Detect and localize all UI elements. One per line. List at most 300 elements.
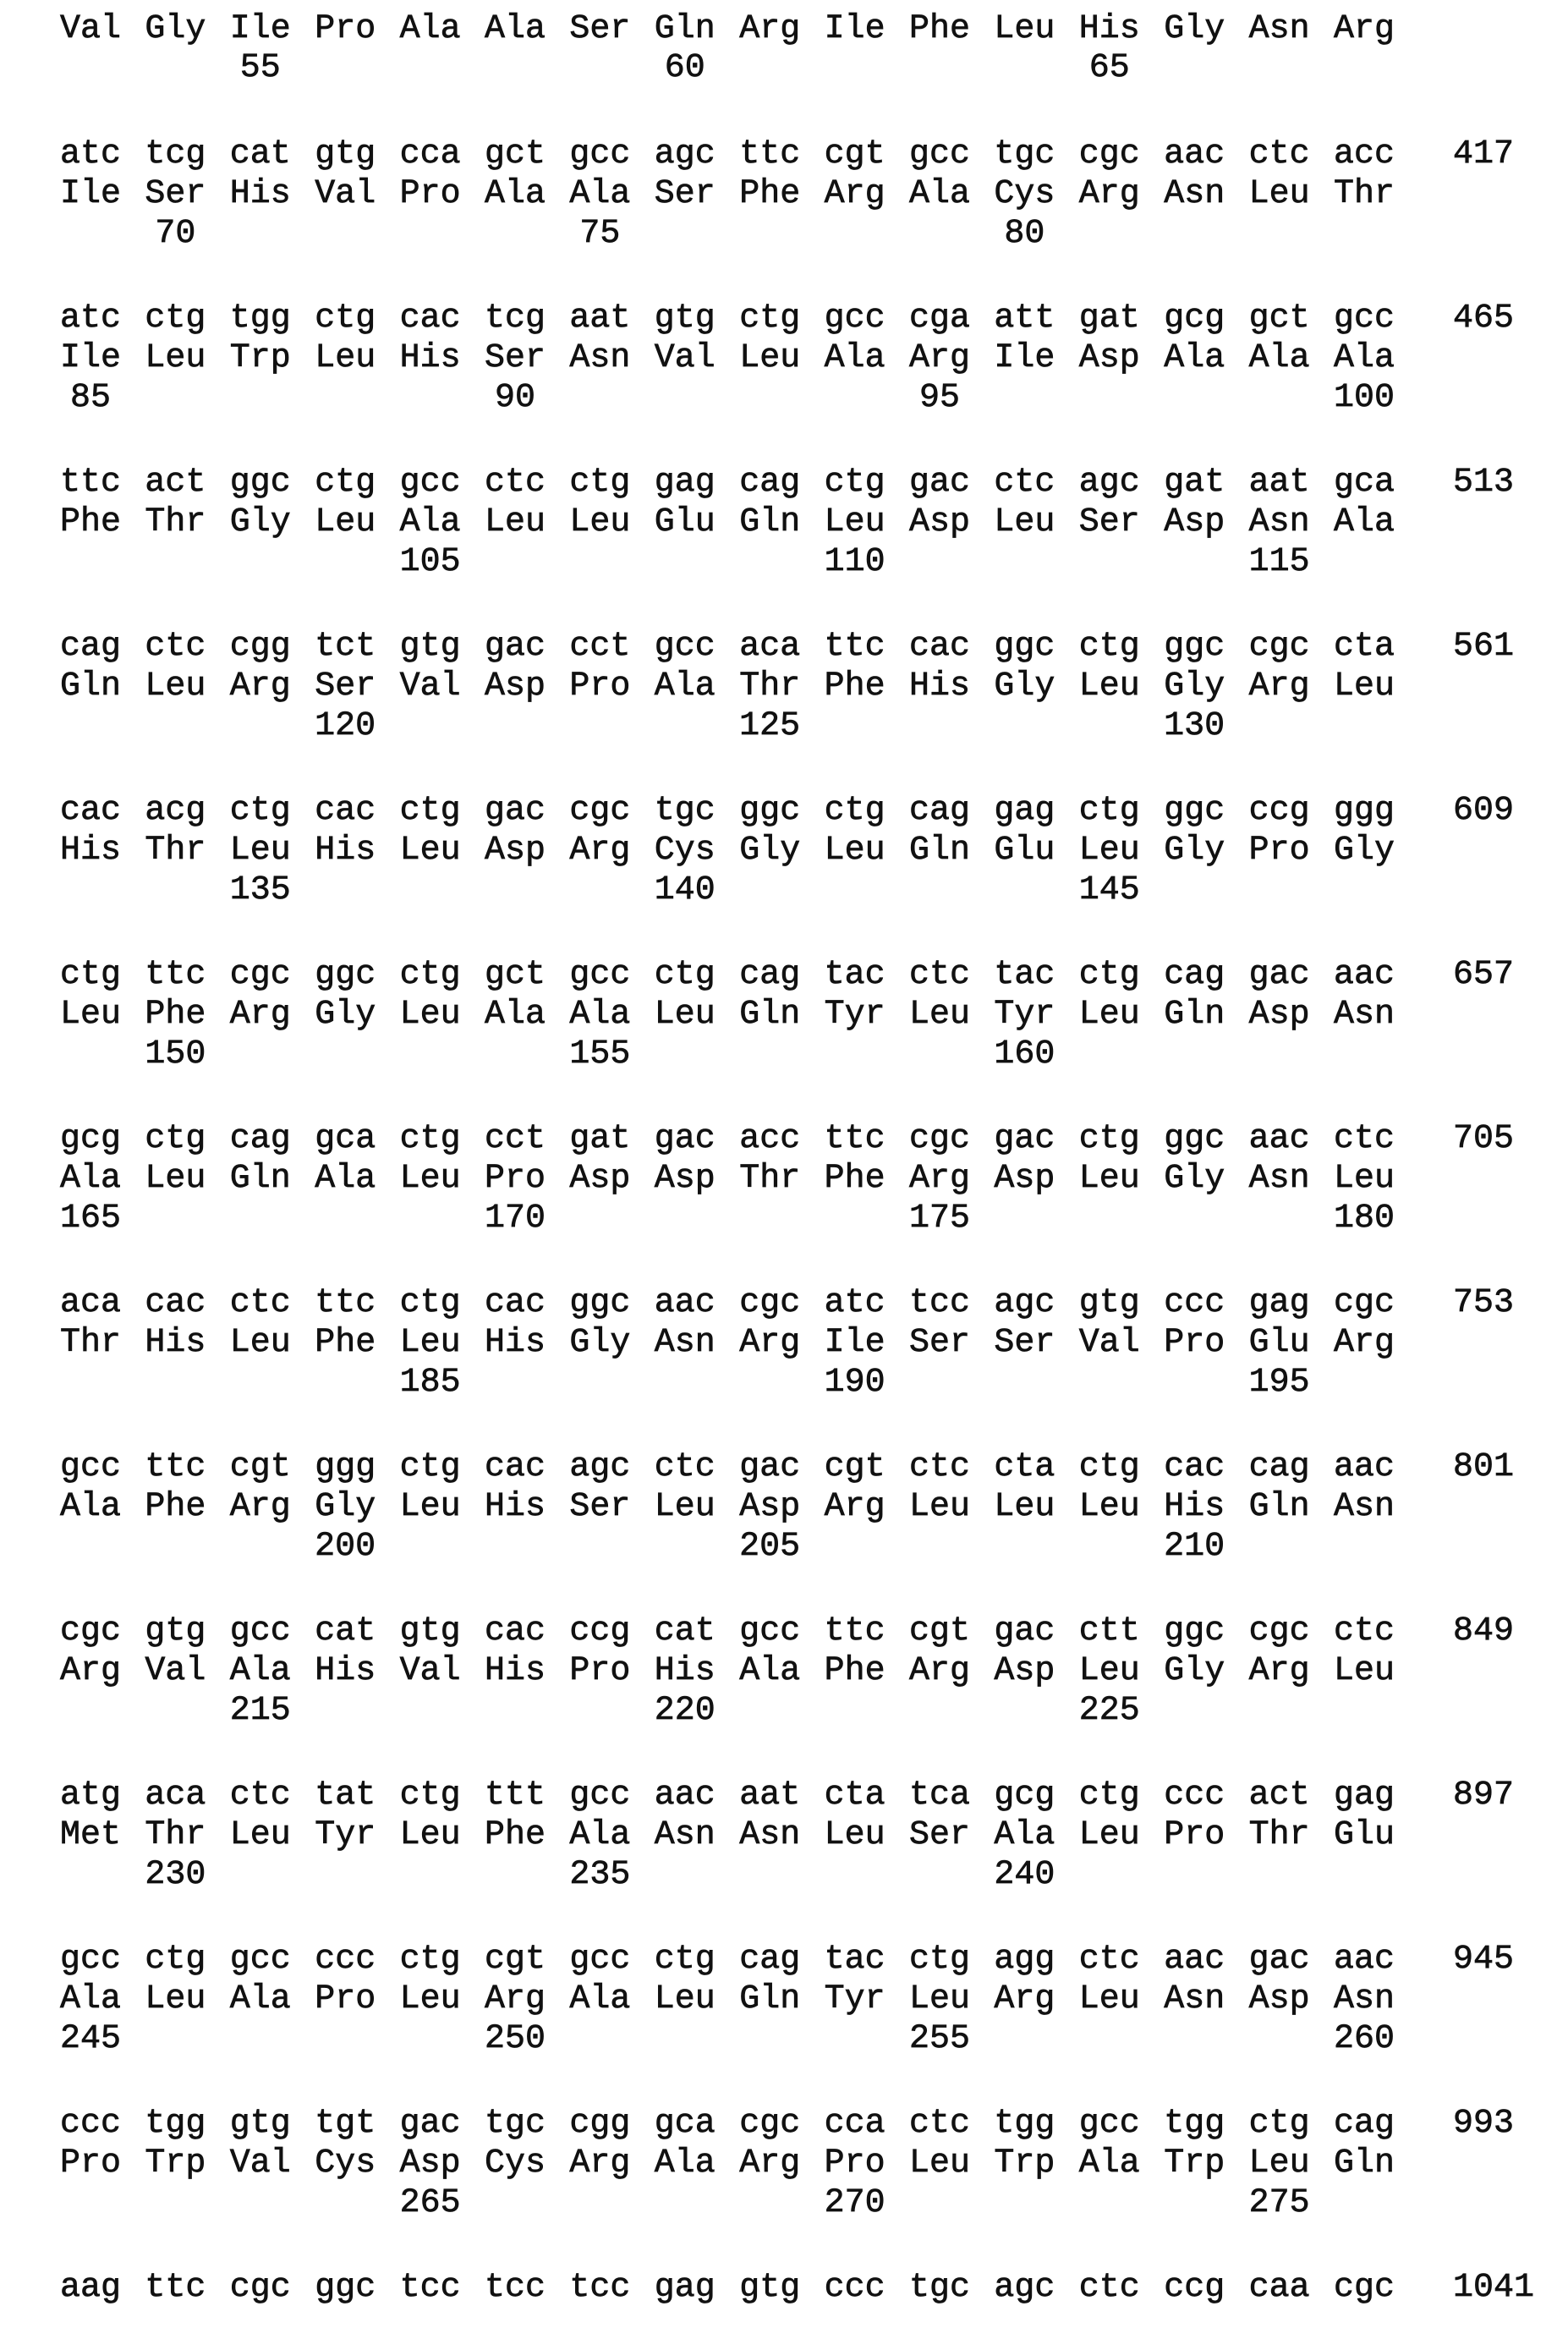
amino-acid-residue: Asn bbox=[1164, 1979, 1225, 2020]
amino-acid-residue: Gly bbox=[994, 667, 1055, 707]
amino-acid-residue: Thr bbox=[145, 831, 206, 871]
residue-position-number: 55 bbox=[228, 48, 293, 89]
codon: ctg bbox=[1249, 2104, 1310, 2144]
residue-position-number: 250 bbox=[483, 2019, 547, 2060]
codon: gac bbox=[909, 463, 970, 503]
amino-acid-residue: Leu bbox=[1079, 1159, 1140, 1200]
codon: gcc bbox=[569, 955, 630, 996]
codon: aat bbox=[1249, 463, 1310, 503]
codon: aac bbox=[1164, 135, 1225, 175]
amino-acid-residue: Tyr bbox=[825, 995, 885, 1035]
codon: cac bbox=[60, 791, 121, 832]
residue-position-number: 220 bbox=[653, 1691, 717, 1732]
residue-position-number: 230 bbox=[143, 1855, 207, 1896]
codon: gcg bbox=[60, 1119, 121, 1160]
amino-acid-residue: Gly bbox=[1164, 667, 1225, 707]
codon: gac bbox=[655, 1119, 715, 1160]
amino-acid-residue: Leu bbox=[230, 1815, 291, 1856]
codon: ctg bbox=[1079, 955, 1140, 996]
codon: aat bbox=[569, 299, 630, 339]
codon: ggc bbox=[1164, 627, 1225, 667]
amino-acid-residue: Ile bbox=[994, 338, 1055, 379]
codon: cac bbox=[909, 627, 970, 667]
residue-position-number: 275 bbox=[1247, 2183, 1312, 2224]
amino-acid-residue: Ser bbox=[994, 1323, 1055, 1364]
amino-acid-residue: Ala bbox=[569, 995, 630, 1035]
amino-acid-residue: Ala bbox=[1334, 338, 1395, 379]
amino-acid-residue: Asn bbox=[569, 338, 630, 379]
amino-acid-residue: Ile bbox=[60, 174, 121, 215]
amino-acid-residue: Phe bbox=[825, 667, 885, 707]
nucleotide-position-number: 849 bbox=[1453, 1611, 1514, 1652]
codon: aca bbox=[145, 1776, 206, 1816]
codon: cgc bbox=[1334, 2268, 1395, 2309]
amino-acid-residue: Glu bbox=[655, 502, 715, 543]
amino-acid-residue: Gln bbox=[739, 1979, 800, 2020]
amino-acid-residue: Arg bbox=[485, 1979, 546, 2020]
amino-acid-residue: Leu bbox=[1249, 2144, 1310, 2184]
amino-acid-residue: Arg bbox=[739, 2144, 800, 2184]
amino-acid-residue: Met bbox=[60, 1815, 121, 1856]
amino-acid-residue: Ile bbox=[60, 338, 121, 379]
residue-position-number: 100 bbox=[1332, 378, 1396, 419]
amino-acid-residue: Ala bbox=[485, 174, 546, 215]
amino-acid-residue: Gln bbox=[1334, 2144, 1395, 2184]
amino-acid-residue: Glu bbox=[1249, 1323, 1310, 1364]
amino-acid-residue: Gln bbox=[739, 995, 800, 1035]
codon: gcc bbox=[739, 1611, 800, 1652]
amino-acid-residue: Leu bbox=[230, 831, 291, 871]
codon: ctg bbox=[145, 1940, 206, 1980]
amino-acid-residue: Ala bbox=[230, 1979, 291, 2020]
codon: ctc bbox=[1334, 1119, 1395, 1160]
codon: att bbox=[994, 299, 1055, 339]
residue-position-number: 240 bbox=[992, 1855, 1056, 1896]
codon: ggc bbox=[1164, 791, 1225, 832]
codon: cag bbox=[230, 1119, 291, 1160]
codon: cac bbox=[400, 299, 461, 339]
amino-acid-residue: Asp bbox=[485, 667, 546, 707]
codon: ctg bbox=[1079, 1119, 1140, 1160]
codon: ctc bbox=[230, 1283, 291, 1324]
amino-acid-residue: Glu bbox=[1334, 1815, 1395, 1856]
codon: ctc bbox=[1079, 2268, 1140, 2309]
codon: gtg bbox=[315, 135, 376, 175]
codon: gac bbox=[485, 627, 546, 667]
codon: cag bbox=[1334, 2104, 1395, 2144]
codon: gtg bbox=[739, 2268, 800, 2309]
nucleotide-position-number: 465 bbox=[1453, 299, 1514, 339]
amino-acid-residue: Gln bbox=[1164, 995, 1225, 1035]
residue-position-number: 180 bbox=[1332, 1199, 1396, 1239]
codon: cag bbox=[739, 1940, 800, 1980]
codon: ctg bbox=[655, 1940, 715, 1980]
amino-acid-residue: Ala bbox=[825, 338, 885, 379]
amino-acid-residue: Gly bbox=[1164, 1159, 1225, 1200]
codon: gag bbox=[655, 463, 715, 503]
codon: ctg bbox=[1079, 627, 1140, 667]
amino-acid-residue: Gln bbox=[739, 502, 800, 543]
codon: gac bbox=[400, 2104, 461, 2144]
amino-acid-residue: His bbox=[315, 1651, 376, 1692]
amino-acid-residue: Ala bbox=[485, 9, 546, 50]
amino-acid-residue: Arg bbox=[739, 1323, 800, 1364]
amino-acid-residue: Gly bbox=[1334, 831, 1395, 871]
residue-position-number: 225 bbox=[1077, 1691, 1142, 1732]
residue-position-number: 110 bbox=[823, 542, 887, 583]
nucleotide-position-number: 513 bbox=[1453, 463, 1514, 503]
codon: agg bbox=[994, 1940, 1055, 1980]
amino-acid-residue: Gly bbox=[315, 1487, 376, 1528]
residue-position-number: 245 bbox=[58, 2019, 123, 2060]
codon: gac bbox=[994, 1611, 1055, 1652]
amino-acid-residue: Ala bbox=[994, 1815, 1055, 1856]
residue-position-number: 255 bbox=[907, 2019, 972, 2060]
nucleotide-position-number: 993 bbox=[1453, 2104, 1514, 2144]
amino-acid-residue: His bbox=[909, 667, 970, 707]
codon: aag bbox=[60, 2268, 121, 2309]
residue-position-number: 65 bbox=[1077, 48, 1142, 89]
codon: tgc bbox=[994, 135, 1055, 175]
amino-acid-residue: Val bbox=[400, 667, 461, 707]
residue-position-number: 205 bbox=[737, 1527, 802, 1568]
residue-position-number: 125 bbox=[737, 706, 802, 747]
codon: cac bbox=[1164, 1447, 1225, 1488]
amino-acid-residue: Phe bbox=[60, 502, 121, 543]
residue-position-number: 90 bbox=[483, 378, 547, 419]
codon: ctg bbox=[145, 1119, 206, 1160]
amino-acid-residue: Thr bbox=[1249, 1815, 1310, 1856]
codon: atc bbox=[825, 1283, 885, 1324]
codon: ctc bbox=[485, 463, 546, 503]
codon: tgt bbox=[315, 2104, 376, 2144]
amino-acid-residue: Ala bbox=[1249, 338, 1310, 379]
codon: ctc bbox=[909, 1447, 970, 1488]
codon: gac bbox=[1249, 1940, 1310, 1980]
codon: aac bbox=[655, 1776, 715, 1816]
amino-acid-residue: Pro bbox=[569, 1651, 630, 1692]
codon: tac bbox=[825, 955, 885, 996]
codon: cgc bbox=[1334, 1283, 1395, 1324]
codon: cgc bbox=[909, 1119, 970, 1160]
codon: gcc bbox=[400, 463, 461, 503]
codon: cgc bbox=[739, 2104, 800, 2144]
codon: ctg bbox=[400, 791, 461, 832]
amino-acid-residue: Ser bbox=[569, 1487, 630, 1528]
amino-acid-residue: Arg bbox=[230, 995, 291, 1035]
codon: agc bbox=[994, 2268, 1055, 2309]
amino-acid-residue: His bbox=[1079, 9, 1140, 50]
amino-acid-residue: Leu bbox=[400, 1323, 461, 1364]
amino-acid-residue: Thr bbox=[739, 1159, 800, 1200]
amino-acid-residue: Asp bbox=[400, 2144, 461, 2184]
amino-acid-residue: Arg bbox=[60, 1651, 121, 1692]
amino-acid-residue: Pro bbox=[1164, 1815, 1225, 1856]
codon: gcc bbox=[909, 135, 970, 175]
codon: acc bbox=[739, 1119, 800, 1160]
amino-acid-residue: Leu bbox=[909, 1979, 970, 2020]
amino-acid-residue: Asp bbox=[1249, 1979, 1310, 2020]
codon: caa bbox=[1249, 2268, 1310, 2309]
nucleotide-position-number: 417 bbox=[1453, 135, 1514, 175]
amino-acid-residue: Asp bbox=[994, 1651, 1055, 1692]
codon: gag bbox=[655, 2268, 715, 2309]
codon: cag bbox=[909, 791, 970, 832]
amino-acid-residue: His bbox=[485, 1651, 546, 1692]
codon: tgg bbox=[994, 2104, 1055, 2144]
amino-acid-residue: Pro bbox=[60, 2144, 121, 2184]
codon: ctg bbox=[1079, 791, 1140, 832]
amino-acid-residue: Asn bbox=[1334, 1979, 1395, 2020]
amino-acid-residue: Leu bbox=[145, 667, 206, 707]
amino-acid-residue: Leu bbox=[145, 338, 206, 379]
amino-acid-residue: Pro bbox=[569, 667, 630, 707]
nucleotide-position-number: 753 bbox=[1453, 1283, 1514, 1324]
residue-position-number: 85 bbox=[58, 378, 123, 419]
codon: gct bbox=[485, 955, 546, 996]
amino-acid-residue: His bbox=[145, 1323, 206, 1364]
nucleotide-position-number: 657 bbox=[1453, 955, 1514, 996]
residue-position-number: 210 bbox=[1162, 1527, 1226, 1568]
codon: aac bbox=[1334, 955, 1395, 996]
codon: ctg bbox=[1079, 1447, 1140, 1488]
codon: cgc bbox=[1249, 1611, 1310, 1652]
codon: cct bbox=[569, 627, 630, 667]
codon: gac bbox=[739, 1447, 800, 1488]
amino-acid-residue: His bbox=[485, 1487, 546, 1528]
residue-position-number: 155 bbox=[567, 1035, 632, 1075]
codon: ggc bbox=[315, 955, 376, 996]
amino-acid-residue: Leu bbox=[400, 831, 461, 871]
amino-acid-residue: Phe bbox=[315, 1323, 376, 1364]
codon: tac bbox=[825, 1940, 885, 1980]
codon: ctg bbox=[400, 1447, 461, 1488]
amino-acid-residue: Gly bbox=[1164, 1651, 1225, 1692]
amino-acid-residue: Phe bbox=[825, 1159, 885, 1200]
codon: ctg bbox=[60, 955, 121, 996]
codon: aca bbox=[739, 627, 800, 667]
amino-acid-residue: Gly bbox=[230, 502, 291, 543]
codon: cga bbox=[909, 299, 970, 339]
residue-position-number: 195 bbox=[1247, 1363, 1312, 1403]
residue-position-number: 170 bbox=[483, 1199, 547, 1239]
amino-acid-residue: Ser bbox=[909, 1323, 970, 1364]
amino-acid-residue: Arg bbox=[909, 1159, 970, 1200]
codon: ctg bbox=[400, 1119, 461, 1160]
amino-acid-residue: Asn bbox=[1249, 1159, 1310, 1200]
codon: cgc bbox=[230, 955, 291, 996]
amino-acid-residue: Trp bbox=[1164, 2144, 1225, 2184]
amino-acid-residue: Arg bbox=[230, 667, 291, 707]
codon: ttc bbox=[145, 2268, 206, 2309]
codon: gac bbox=[1249, 955, 1310, 996]
amino-acid-residue: Arg bbox=[569, 831, 630, 871]
codon: aac bbox=[1334, 1940, 1395, 1980]
amino-acid-residue: Asp bbox=[569, 1159, 630, 1200]
amino-acid-residue: Ser bbox=[569, 9, 630, 50]
codon: ctg bbox=[400, 955, 461, 996]
codon: cac bbox=[145, 1283, 206, 1324]
codon: cat bbox=[655, 1611, 715, 1652]
codon: aac bbox=[1164, 1940, 1225, 1980]
codon: cgt bbox=[825, 135, 885, 175]
amino-acid-residue: Arg bbox=[1079, 174, 1140, 215]
amino-acid-residue: Gln bbox=[655, 9, 715, 50]
amino-acid-residue: Leu bbox=[825, 1815, 885, 1856]
amino-acid-residue: Leu bbox=[315, 502, 376, 543]
residue-position-number: 175 bbox=[907, 1199, 972, 1239]
amino-acid-residue: Ile bbox=[230, 9, 291, 50]
amino-acid-residue: Gln bbox=[909, 831, 970, 871]
amino-acid-residue: Leu bbox=[909, 1487, 970, 1528]
codon: ggg bbox=[315, 1447, 376, 1488]
residue-position-number: 265 bbox=[398, 2183, 463, 2224]
codon: gtg bbox=[400, 1611, 461, 1652]
codon: agc bbox=[569, 1447, 630, 1488]
codon: ccg bbox=[1249, 791, 1310, 832]
codon: agc bbox=[994, 1283, 1055, 1324]
amino-acid-residue: Leu bbox=[315, 338, 376, 379]
amino-acid-residue: Phe bbox=[485, 1815, 546, 1856]
amino-acid-residue: Pro bbox=[315, 9, 376, 50]
amino-acid-residue: Ala bbox=[60, 1487, 121, 1528]
residue-position-number: 200 bbox=[313, 1527, 377, 1568]
amino-acid-residue: Ile bbox=[825, 1323, 885, 1364]
codon: tcc bbox=[909, 1283, 970, 1324]
amino-acid-residue: Arg bbox=[1249, 1651, 1310, 1692]
amino-acid-residue: Asp bbox=[1164, 502, 1225, 543]
amino-acid-residue: Asp bbox=[739, 1487, 800, 1528]
amino-acid-residue: Phe bbox=[145, 1487, 206, 1528]
residue-position-number: 260 bbox=[1332, 2019, 1396, 2060]
codon: aac bbox=[655, 1283, 715, 1324]
codon: ggc bbox=[1164, 1611, 1225, 1652]
codon: cat bbox=[315, 1611, 376, 1652]
amino-acid-residue: Cys bbox=[315, 2144, 376, 2184]
amino-acid-residue: Gly bbox=[145, 9, 206, 50]
codon: cac bbox=[485, 1611, 546, 1652]
amino-acid-residue: Leu bbox=[825, 502, 885, 543]
nucleotide-position-number: 1041 bbox=[1453, 2268, 1534, 2309]
codon: ccg bbox=[1164, 2268, 1225, 2309]
codon: cgt bbox=[825, 1447, 885, 1488]
amino-acid-residue: Ser bbox=[1079, 502, 1140, 543]
sequence-listing-page bbox=[0, 0, 1568, 2328]
amino-acid-residue: Leu bbox=[655, 1979, 715, 2020]
amino-acid-residue: Pro bbox=[1249, 831, 1310, 871]
codon: gat bbox=[1164, 463, 1225, 503]
codon: gca bbox=[655, 2104, 715, 2144]
codon: tcc bbox=[569, 2268, 630, 2309]
codon: cat bbox=[230, 135, 291, 175]
amino-acid-residue: Leu bbox=[400, 1159, 461, 1200]
amino-acid-residue: Val bbox=[400, 1651, 461, 1692]
codon: cct bbox=[485, 1119, 546, 1160]
codon: cca bbox=[825, 2104, 885, 2144]
amino-acid-residue: Leu bbox=[60, 995, 121, 1035]
residue-position-number: 135 bbox=[228, 870, 293, 911]
amino-acid-residue: Asp bbox=[655, 1159, 715, 1200]
codon: ggc bbox=[994, 627, 1055, 667]
amino-acid-residue: Asn bbox=[655, 1323, 715, 1364]
amino-acid-residue: Leu bbox=[994, 1487, 1055, 1528]
codon: ggc bbox=[739, 791, 800, 832]
codon: ctc bbox=[655, 1447, 715, 1488]
amino-acid-residue: Gly bbox=[569, 1323, 630, 1364]
amino-acid-residue: Ser bbox=[485, 338, 546, 379]
amino-acid-residue: Val bbox=[655, 338, 715, 379]
codon: gtg bbox=[655, 299, 715, 339]
amino-acid-residue: Ala bbox=[569, 174, 630, 215]
amino-acid-residue: Ala bbox=[1334, 502, 1395, 543]
codon: cgc bbox=[1079, 135, 1140, 175]
codon: cta bbox=[825, 1776, 885, 1816]
amino-acid-residue: Asp bbox=[1079, 338, 1140, 379]
codon: gca bbox=[1334, 463, 1395, 503]
amino-acid-residue: Gly bbox=[315, 995, 376, 1035]
amino-acid-residue: Leu bbox=[909, 995, 970, 1035]
codon: gcc bbox=[230, 1611, 291, 1652]
amino-acid-residue: Arg bbox=[909, 338, 970, 379]
codon: tcg bbox=[485, 299, 546, 339]
codon: ttc bbox=[145, 955, 206, 996]
codon: ggc bbox=[569, 1283, 630, 1324]
codon: aac bbox=[1249, 1119, 1310, 1160]
amino-acid-residue: Leu bbox=[1079, 1815, 1140, 1856]
codon: gca bbox=[315, 1119, 376, 1160]
codon: ggg bbox=[1334, 791, 1395, 832]
codon: tgc bbox=[909, 2268, 970, 2309]
amino-acid-residue: Ala bbox=[1079, 2144, 1140, 2184]
amino-acid-residue: Thr bbox=[60, 1323, 121, 1364]
amino-acid-residue: Pro bbox=[315, 1979, 376, 2020]
codon: ctc bbox=[1079, 1940, 1140, 1980]
codon: ccc bbox=[60, 2104, 121, 2144]
codon: gct bbox=[1249, 299, 1310, 339]
codon: cgt bbox=[230, 1447, 291, 1488]
amino-acid-residue: Ala bbox=[909, 174, 970, 215]
amino-acid-residue: Val bbox=[1079, 1323, 1140, 1364]
amino-acid-residue: Trp bbox=[230, 338, 291, 379]
amino-acid-residue: Arg bbox=[825, 1487, 885, 1528]
codon: ctg bbox=[739, 299, 800, 339]
amino-acid-residue: Pro bbox=[400, 174, 461, 215]
codon: tcg bbox=[145, 135, 206, 175]
amino-acid-residue: Ser bbox=[909, 1815, 970, 1856]
amino-acid-residue: Arg bbox=[739, 9, 800, 50]
amino-acid-residue: Arg bbox=[230, 1487, 291, 1528]
residue-position-number: 215 bbox=[228, 1691, 293, 1732]
codon: cta bbox=[1334, 627, 1395, 667]
codon: ccc bbox=[1164, 1283, 1225, 1324]
codon: cgg bbox=[230, 627, 291, 667]
nucleotide-position-number: 705 bbox=[1453, 1119, 1514, 1160]
codon: tgg bbox=[1164, 2104, 1225, 2144]
amino-acid-residue: Asn bbox=[1249, 502, 1310, 543]
amino-acid-residue: Leu bbox=[400, 1979, 461, 2020]
codon: ctg bbox=[400, 1283, 461, 1324]
codon: gat bbox=[569, 1119, 630, 1160]
codon: gac bbox=[485, 791, 546, 832]
residue-position-number: 70 bbox=[143, 214, 207, 255]
residue-position-number: 60 bbox=[653, 48, 717, 89]
codon: gat bbox=[1079, 299, 1140, 339]
codon: cgc bbox=[739, 1283, 800, 1324]
amino-acid-residue: Ala bbox=[315, 1159, 376, 1200]
nucleotide-position-number: 945 bbox=[1453, 1940, 1514, 1980]
codon: cgc bbox=[569, 791, 630, 832]
codon: cag bbox=[1249, 1447, 1310, 1488]
